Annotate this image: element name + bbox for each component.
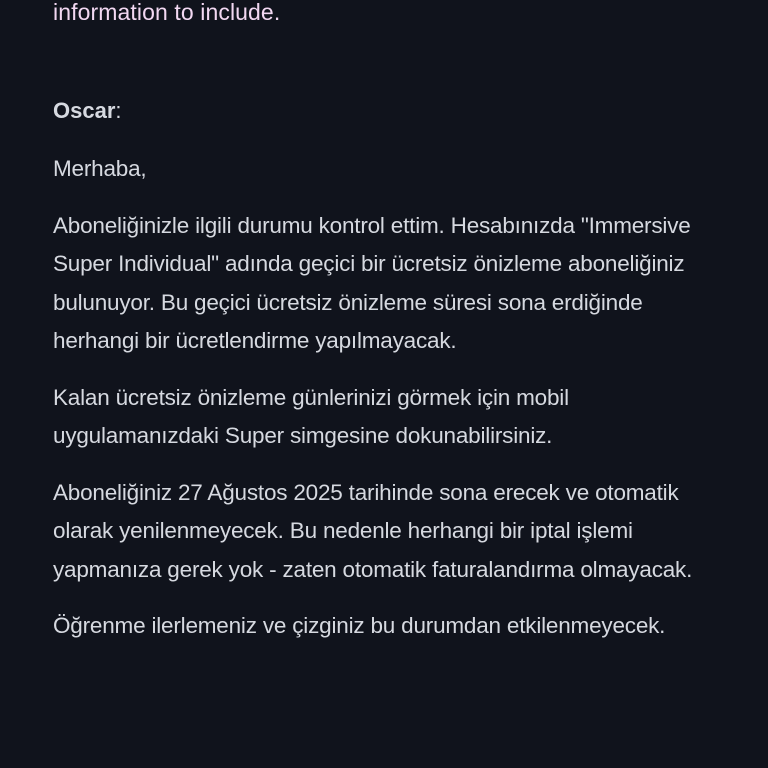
previous-message-text: information to include. (53, 0, 281, 25)
speaker-colon: : (115, 98, 122, 123)
reply-greeting: Merhaba, (53, 156, 147, 181)
chat-transcript (53, 0, 733, 646)
reply-paragraph-expiry: Aboneliğiniz 27 Ağustos 2025 tarihinde sona erecek ve otomatik olarak yenilenmeyecek. Bu nedenle herhangi bir iptal işlemi yapmanıza gerek yok - zaten otomatik faturalandırma olmayacak. (53, 479, 693, 582)
reply-paragraph-remaining-days: Kalan ücretsiz önizleme günlerinizi görmek için mobil uygulamanızdaki Super simgesine dokunabilirsiniz. (53, 384, 569, 448)
reply-paragraph-subscription-status: Aboneliğinizle ilgili durumu kontrol ettim. Hesabınızda "Immersive Super Individual" adında geçici bir ücretsiz önizleme aboneliğiniz bulunuyor. Bu geçici ücretsiz önizleme süresi sona erdiğinde herhangi bir ücretlendirme yapılmayacak. (53, 212, 691, 353)
speaker-label (53, 92, 733, 130)
reply-paragraph-progress: Öğrenme ilerlemeniz ve çizginiz bu durumdan etkilenmeyecek. (53, 613, 666, 638)
speaker-name: Oscar (53, 98, 116, 123)
